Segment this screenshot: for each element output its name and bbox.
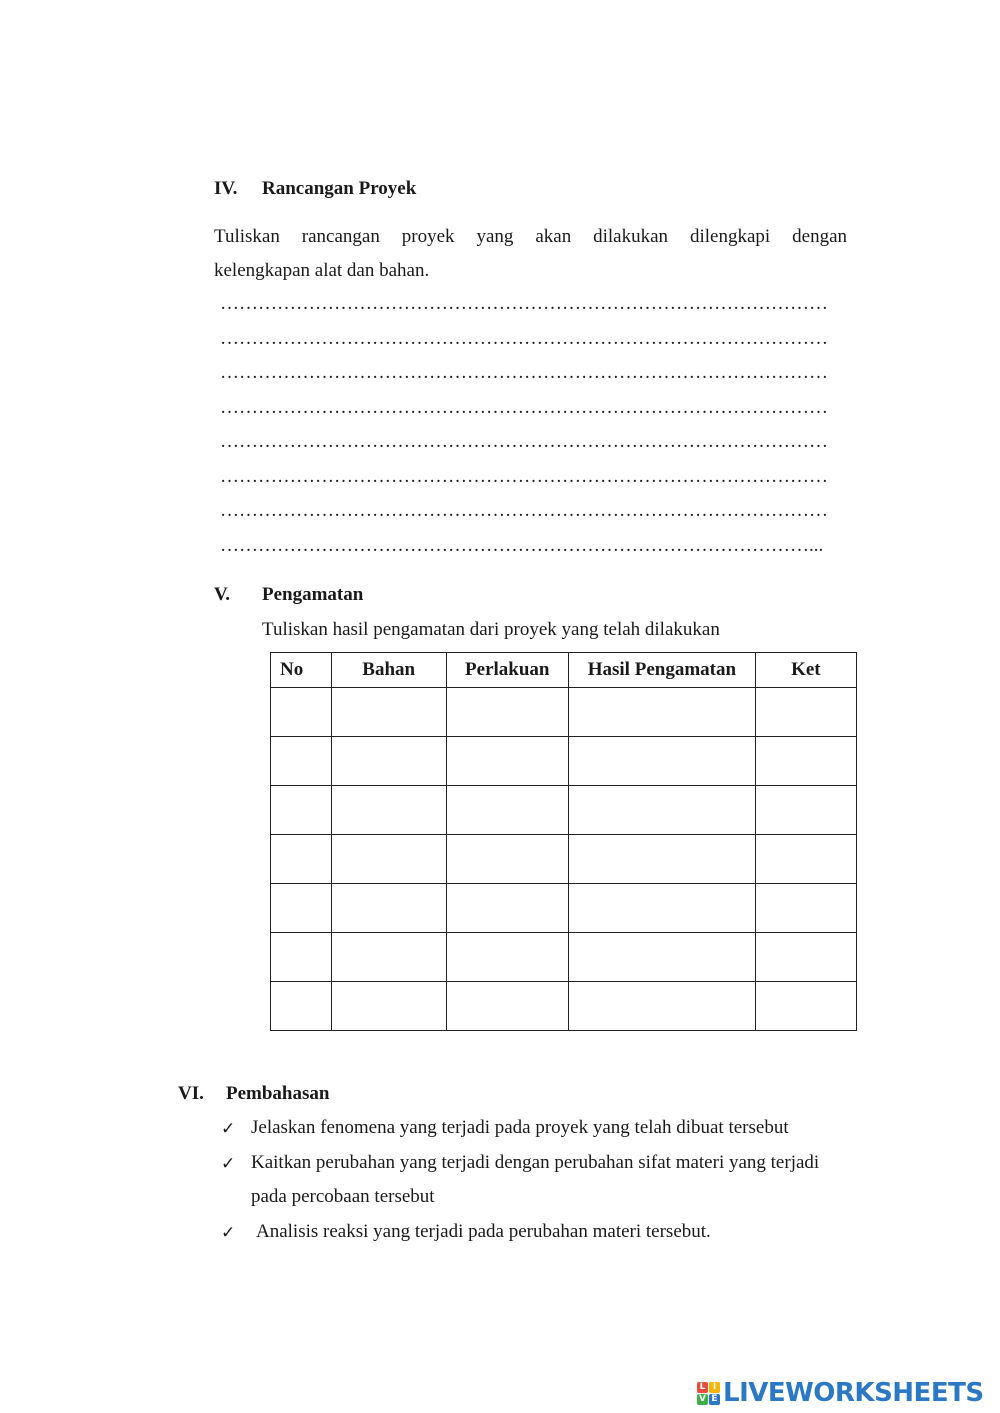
discussion-item-2-continued: pada percobaan tersebut [251,1186,435,1207]
table-cell[interactable] [446,933,569,982]
observation-table [270,652,857,1031]
table-cell[interactable] [755,688,856,737]
checkmark-icon: ✓ [221,1223,236,1243]
answer-line: …………………………………………………………………………………… [220,465,828,487]
answer-line: …………………………………………………………………………………… [220,431,828,452]
discussion-item-3: Analisis reaksi yang terjadi pada perubahan materi tersebut. [256,1221,711,1242]
header-ket: Ket [755,653,856,688]
table-cell[interactable] [755,933,856,982]
answer-line: …………………………………………………………………………………… [220,396,828,418]
table-cell[interactable] [271,933,332,982]
table-cell[interactable] [271,884,332,933]
table-cell[interactable] [569,884,756,933]
answer-line: …………………………………………………………………………………... [220,534,824,556]
instruction-line-2: kelengkapan alat dan bahan. [214,260,430,281]
discussion-item-1: Jelaskan fenomena yang terjadi pada proyek yang telah dibuat tersebut [251,1117,789,1138]
section-5-title: Pengamatan [262,584,364,605]
table-cell[interactable] [446,786,569,835]
table-cell[interactable] [446,737,569,786]
table-cell[interactable] [271,737,332,786]
table-cell[interactable] [446,835,569,884]
table-cell[interactable] [569,933,756,982]
table-cell[interactable] [331,786,446,835]
table-cell[interactable] [755,737,856,786]
table-cell[interactable] [331,835,446,884]
table-cell[interactable] [569,982,756,1031]
answer-line: …………………………………………………………………………………… [220,293,828,314]
table-row [271,737,857,786]
table-cell[interactable] [755,982,856,1031]
checkmark-icon: ✓ [221,1154,236,1174]
table-cell[interactable] [271,982,332,1031]
logo-mark-letter: V [697,1394,708,1405]
section-4-title: Rancangan Proyek [262,178,417,199]
table-cell[interactable] [331,688,446,737]
table-cell[interactable] [271,786,332,835]
table-header-row [271,653,857,688]
answer-line: …………………………………………………………………………………… [220,500,828,521]
header-hasil-pengamatan: Hasil Pengamatan [569,653,756,688]
table-cell[interactable] [331,933,446,982]
liveworksheets-wordmark: LIVEWORKSHEETS [723,1378,984,1408]
table-row [271,884,857,933]
header-perlakuan: Perlakuan [446,653,569,688]
section-6-number: VI. [178,1083,204,1104]
answer-line: …………………………………………………………………………………… [220,327,828,349]
table-cell[interactable] [331,982,446,1031]
table-cell[interactable] [271,688,332,737]
table-body [271,688,857,1031]
liveworksheets-logo [697,1378,984,1408]
checkmark-icon: ✓ [221,1119,236,1139]
table-cell[interactable] [569,835,756,884]
table-cell[interactable] [755,786,856,835]
section-4-instruction [214,220,847,288]
section-4-heading [214,178,416,200]
section-5-number: V. [214,584,231,605]
table-cell[interactable] [569,786,756,835]
section-6-heading [178,1083,329,1105]
header-no: No [271,653,332,688]
logo-mark-letter: I [709,1382,720,1393]
table-cell[interactable] [446,688,569,737]
answer-line: …………………………………………………………………………………… [220,362,828,383]
section-6-title: Pembahasan [226,1083,330,1104]
table-row [271,688,857,737]
logo-mark-letter: E [709,1394,720,1405]
table-row [271,933,857,982]
section-5-heading [214,584,363,606]
answer-area[interactable] [220,293,850,569]
table-cell[interactable] [446,884,569,933]
liveworksheets-mark-icon [697,1382,720,1405]
table-row [271,786,857,835]
table-row [271,835,857,884]
discussion-item-2: Kaitkan perubahan yang terjadi dengan perubahan sifat materi yang terjadi [251,1152,820,1173]
section-5-instruction: Tuliskan hasil pengamatan dari proyek yang telah dilakukan [262,619,720,640]
table-cell[interactable] [569,688,756,737]
header-bahan: Bahan [331,653,446,688]
instruction-line-1: Tuliskan rancangan proyek yang akan dilakukan dilengkapi dengan [214,226,847,247]
logo-mark-letter: L [697,1382,708,1393]
table-cell[interactable] [271,835,332,884]
table-cell[interactable] [569,737,756,786]
table-cell[interactable] [331,884,446,933]
section-4-number: IV. [214,178,238,199]
table-cell[interactable] [446,982,569,1031]
table-cell[interactable] [755,835,856,884]
table-cell[interactable] [755,884,856,933]
table-row [271,982,857,1031]
table-cell[interactable] [331,737,446,786]
